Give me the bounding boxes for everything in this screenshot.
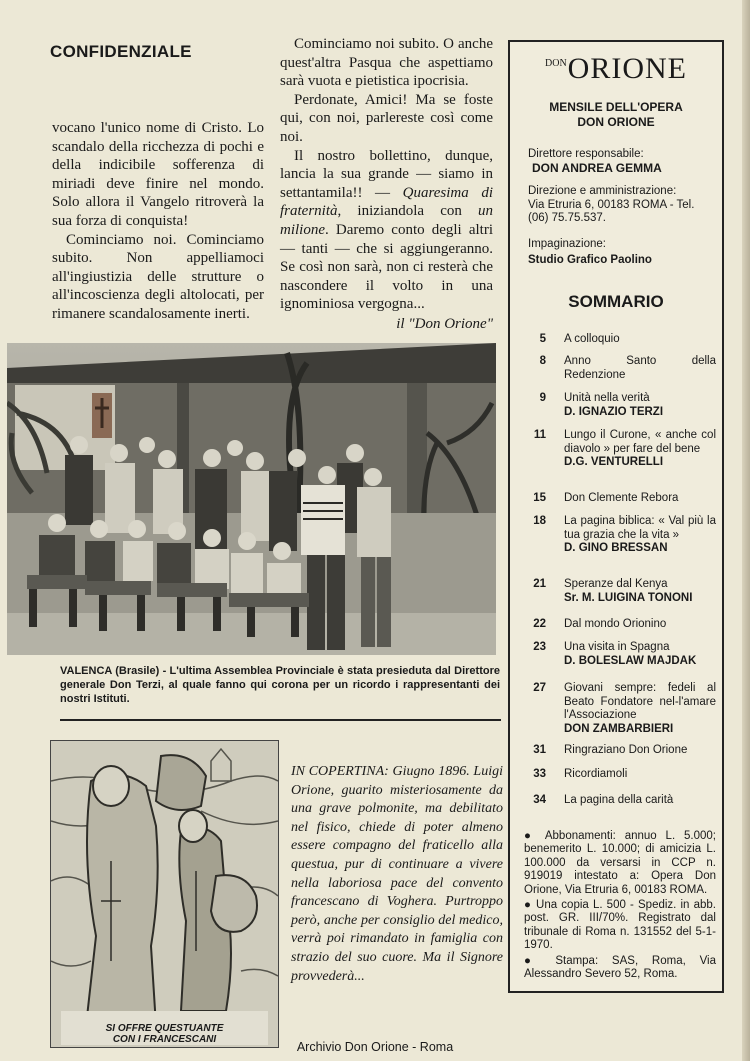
layout-name: Studio Grafico Paolino (528, 253, 652, 266)
article-signature: il "Don Orione" (396, 315, 493, 332)
article-paragraph: vocano l'unico nome di Cristo. Lo scandalo della ricchezza di pochi e della indicibile sofferenza di miriadi deve finire nel mondo. Solo allora il Vangelo ritroverà la sua forza di conquista! (52, 120, 264, 229)
toc-title: Anno Santo della Redenzione (564, 355, 716, 381)
toc-author: D.G. VENTURELLI (564, 456, 664, 468)
toc-item (524, 355, 716, 382)
toc-title: Don Clemente Rebora (564, 492, 679, 504)
cover-illustration (50, 740, 279, 1048)
toc-item (524, 641, 716, 668)
cover-illustration-image (51, 741, 278, 1047)
archive-footer: Archivio Don Orione - Roma (296, 1040, 454, 1054)
text-run: Il nostro bollettino, dunque, lancia la sua grande — siamo in settantamila!! — (280, 147, 493, 201)
toc-page: 9 (539, 392, 546, 404)
layout-block (528, 238, 716, 267)
toc-page: 21 (533, 578, 546, 590)
toc-item (524, 744, 716, 758)
toc-page: 18 (533, 515, 546, 527)
toc-title: A colloquio (564, 333, 620, 345)
toc-title: Lungo il Curone, « anche col diavolo » per fare del bene (564, 429, 716, 455)
note-paragraph: ● Abbonamenti: annuo L. 5.000; benemerito L. 10.000; di amicizia L. 100.000 da versarsi in CCP n. 919019 intestato a: Opera Don Orione, Via Etruria 6, 00183 ROMA. (524, 830, 716, 896)
toc-item (524, 333, 716, 347)
toc-author: D. IGNAZIO TERZI (564, 405, 664, 418)
article-paragraph: Cominciamo noi subito. O anche quest'altra Pasqua che aspettiamo sarà vuota e pietistica ipocrisia. (280, 36, 493, 90)
group-photo-image (7, 343, 496, 655)
note-paragraph: ● Stampa: SAS, Roma, Via Alessandro Severo 52, Roma. (524, 954, 716, 981)
magazine-logo (510, 52, 722, 86)
toc-author: D. BOLESLAW MAJDAK (564, 654, 697, 667)
article-paragraph: Cominciamo noi. Cominciamo subito. Non appelliamoci all'ingiustizia delle strutture o all'incoscienza degli altolocati, per rimanere scandalosamente inerti. (52, 231, 264, 322)
toc-author: Sr. M. LUIGINA TONONI (564, 591, 693, 604)
toc-item (524, 392, 716, 419)
toc-title: Ricordiamoli (564, 768, 628, 780)
masthead-subtitle (510, 100, 722, 130)
toc-page: 23 (533, 641, 546, 653)
toc-item (524, 429, 716, 470)
toc-page: 34 (533, 794, 546, 806)
layout-label: Impaginazione: (528, 238, 606, 250)
toc-title: Una visita in Spagna (564, 641, 670, 653)
toc-item (524, 492, 716, 506)
toc-page: 31 (533, 744, 546, 756)
inscription-line: SI OFFRE QUESTUANTE (105, 1023, 224, 1034)
page-binding-edge (742, 0, 750, 1061)
toc-title: La pagina biblica: « Val più la tua grazia che la vita » (564, 515, 716, 541)
note-paragraph: ● Una copia L. 500 - Spediz. in abb. post. GR. III/70%. Registrato dal tribunale di Roma n. 131552 del 5-1-1970. (524, 899, 716, 952)
section-divider (60, 719, 501, 721)
toc-item (524, 578, 716, 605)
toc-item (524, 515, 716, 556)
logo-small-text: DON (545, 58, 567, 69)
director-label: Direttore responsabile: (528, 148, 644, 160)
toc-page: 27 (533, 682, 546, 694)
subscription-notes (524, 830, 716, 983)
admin-label: Direzione e amministrazione: (528, 185, 677, 197)
cover-description: IN COPERTINA: Giugno 1896. Luigi Orione, guarito misteriosamente da una grave polmonite, ma debilitato nel fisico, chiede di poter almeno essere compagno del fraticello alla questua, pur di continuare a vivere nella laboriosa pace del convento francescano di Voghera. Purtroppo però, anche per consiglio del medico, verrà poi rimandato in famiglia con strazio del suo cuore. Ma il Signore provvederà... (291, 764, 503, 984)
toc-title: Giovani sempre: fedeli al Beato Fondatore nel-l'amare l'Associazione (564, 682, 716, 721)
toc-title: Unità nella verità (564, 392, 650, 404)
text-run: . Daremo conto degli altri — tanti — che si aggiungeranno. Se così non sarà, non ci resterà che nascondere il volto in una ignominiosa vergogna... (280, 221, 493, 313)
director-block (528, 148, 716, 175)
toc-page: 8 (539, 355, 546, 367)
group-photo (7, 343, 496, 655)
text-run-italic: un milione (280, 203, 493, 238)
article-column-2 (280, 35, 493, 334)
toc-title: Ringraziano Don Orione (564, 744, 688, 756)
toc-title: Dal mondo Orionino (564, 618, 667, 630)
toc-title: Speranze dal Kenya (564, 578, 668, 590)
photo-caption: VALENCA (Brasile) - L'ultima Assemblea Provinciale è stata presieduta dal Direttore generale Don Terzi, al quale fanno qui corona per un ricordo i rappresentanti dei nostri Istituti. (60, 665, 500, 705)
toc-author: DON ZAMBARBIERI (564, 722, 674, 735)
text-run: , iniziandola con (337, 203, 478, 220)
toc-item (524, 682, 716, 736)
toc-page: 22 (533, 618, 546, 630)
toc-item (524, 794, 716, 808)
toc-item (524, 618, 716, 632)
toc-item (524, 768, 716, 782)
admin-address: Via Etruria 6, 00183 ROMA - Tel. (06) 75.75.537. (528, 198, 695, 224)
article-paragraph: Perdonate, Amici! Ma se foste qui, con noi, parlereste così come noi. (280, 91, 493, 145)
toc-page: 5 (539, 333, 546, 345)
logo-text: ORIONE (567, 52, 687, 85)
masthead-sidebar (508, 40, 724, 993)
toc-page: 33 (533, 768, 546, 780)
toc-page: 11 (533, 429, 546, 441)
toc-page: 15 (533, 492, 546, 504)
text-run-italic: Quaresima di fraternità (280, 184, 493, 220)
subtitle-text: MENSILE DELL'OPERA DON ORIONE (549, 100, 683, 129)
article-column-1 (52, 119, 264, 324)
toc-author: D. GINO BRESSAN (564, 542, 668, 554)
section-heading: CONFIDENZIALE (50, 42, 192, 61)
sommario-title: SOMMARIO (568, 292, 664, 311)
toc-title: La pagina della carità (564, 794, 674, 806)
inscription-line: CON I FRANCESCANI (112, 1034, 217, 1045)
article-paragraph (280, 147, 493, 314)
director-name: DON ANDREA GEMMA (532, 160, 662, 175)
admin-block (528, 185, 716, 226)
